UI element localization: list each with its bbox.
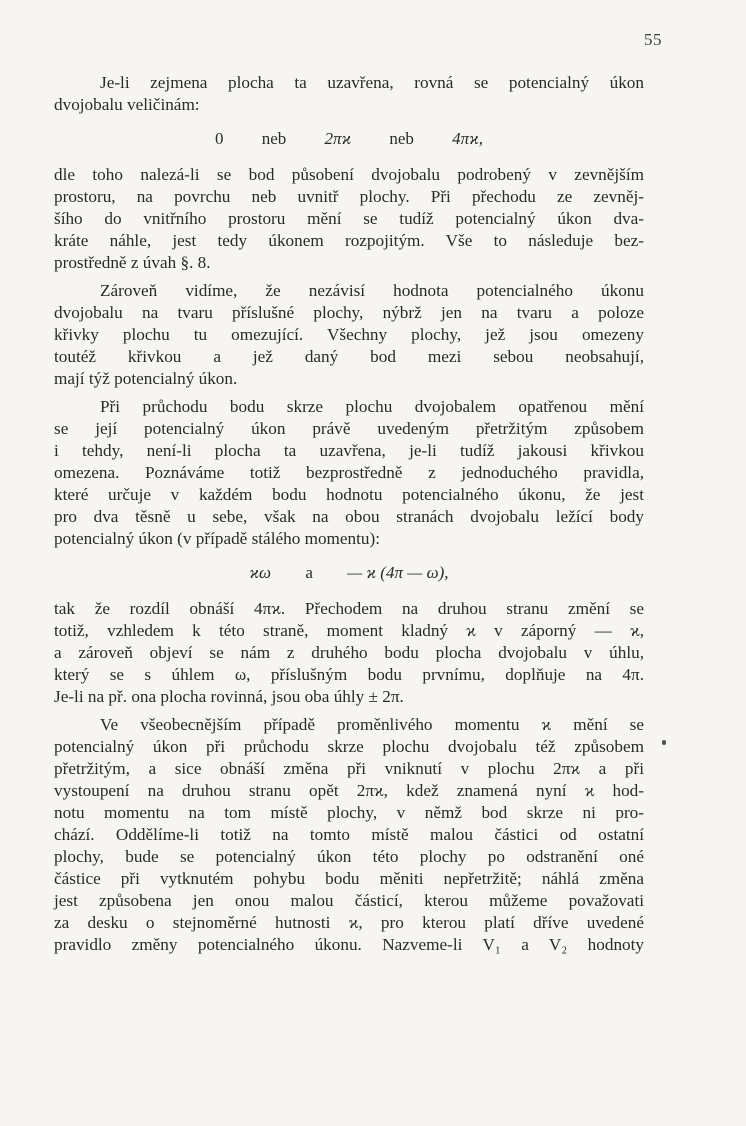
paragraph-2 <box>54 164 644 274</box>
text-line: pro dva těsně u sebe, však na obou stranách dvojobalu ležící body <box>54 507 644 526</box>
text-line: toutéž křivkou a jež daný bod mezi sebou neobsahují, <box>54 347 644 366</box>
text-line: dvojobalu veličinám: <box>54 95 200 114</box>
text-line: jest způsobena jen onou malou částicí, kterou můžeme považovati <box>54 891 644 910</box>
text-line: dle toho nalezá-li se bod působení dvojobalu podrobený v zevnějším <box>54 165 644 184</box>
text-line: totiž, vzhledem k této straně, moment kladný ϰ v záporný — ϰ, <box>54 621 644 640</box>
paragraph-1 <box>54 72 644 116</box>
text-line: potencialný úkon při průchodu skrze plochu dvojobalu též způsobem <box>54 737 644 756</box>
formula-word: neb <box>389 129 414 148</box>
text-line: notu momentu na tom místě plochy, v němž bod skrze ni pro- <box>54 803 644 822</box>
text-line: Ve všeobecnějším případě proměnlivého momentu ϰ mění se <box>100 715 644 734</box>
formula-term: 4πϰ, <box>452 129 483 148</box>
text-line: přetržitým, a sice obnáší změna při vniknutí v plochu 2πϰ a při <box>54 759 644 778</box>
text-line: plochy, bude se potencialný úkon této plochy po odstranění oné <box>54 847 644 866</box>
paragraph-6 <box>54 714 644 956</box>
text-line: tak že rozdíl obnáší 4πϰ. Přechodem na druhou stranu změní se <box>54 599 644 618</box>
formula-word: a <box>305 563 313 582</box>
formula-term: 0 <box>215 129 224 148</box>
text-line: a zároveň objeví se nám z druhého bodu plocha dvojobalu v úhlu, <box>54 643 644 662</box>
formula-word: neb <box>261 129 287 148</box>
text-line: šího do vnitřního prostoru mění se tudíž potencialný úkon dva- <box>54 209 644 228</box>
formula-term: ϰω <box>249 563 272 582</box>
text-line: které určuje v každém bodu hodnotu potencialného úkonu, že jest <box>54 485 644 504</box>
paragraph-5 <box>54 598 644 708</box>
text-line: částice při vytknutém pohybu bodu měniti nepřetržitě; náhlá změna <box>54 869 644 888</box>
text-line: omezena. Poznáváme totiž bezprostředně z jednoduchého pravidla, <box>54 463 644 482</box>
text-line: prostoru, na povrchu neb uvnitř plochy. Při přechodu ze zevněj- <box>54 187 644 206</box>
text-line: se její potencialný úkon právě uvedeným přetržitým způsobem <box>54 419 644 438</box>
page-body <box>54 72 644 956</box>
text-line: který se s úhlem ω, příslušným bodu prvnímu, doplňuje na 4π. <box>54 665 644 684</box>
text-line: i tehdy, není-li plocha ta uzavřena, je-li tudíž jakousi křivkou <box>54 441 644 460</box>
formula-1 <box>54 128 644 150</box>
text-line: chází. Oddělíme-li totiž na tomto místě malou částici od ostatní <box>54 825 644 844</box>
ink-dot <box>662 740 666 745</box>
text-line: potencialný úkon (v případě stálého momentu): <box>54 529 381 548</box>
text-line: za desku o stejnoměrné hutnosti ϰ, pro kterou platí dříve uvedené <box>54 913 644 932</box>
page-number: 55 <box>644 30 662 49</box>
text-line: vystoupení na druhou stranu opět 2πϰ, kdež znamená nyní ϰ hod- <box>54 781 644 800</box>
text-line: Při průchodu bodu skrze plochu dvojobalem opatřenou mění <box>100 397 644 416</box>
text-line: Je-li zejmena plocha ta uzavřena, rovná se potencialný úkon <box>100 73 644 92</box>
paragraph-3 <box>54 280 644 390</box>
text-line: Je-li na př. ona plocha rovinná, jsou oba úhly ± 2π. <box>54 687 404 706</box>
formula-term: 2πϰ <box>324 129 352 148</box>
text-line: křivky plochu tu omezující. Všechny plochy, jež jsou omezeny <box>54 325 644 344</box>
formula-term: — ϰ (4π — ω), <box>347 563 449 582</box>
text-line: prostředně z úvah §. 8. <box>54 253 211 272</box>
formula-2 <box>54 562 644 584</box>
text-line: kráte náhle, jest tedy úkonem rozpojitým. Vše to následuje bez- <box>54 231 644 250</box>
text-line: Zároveň vidíme, že nezávisí hodnota potencialného úkonu <box>100 281 644 300</box>
text-line: mají týž potencialný úkon. <box>54 369 238 388</box>
text-line: dvojobalu na tvaru příslušné plochy, nýbrž jen na tvaru a poloze <box>54 303 644 322</box>
paragraph-4 <box>54 396 644 550</box>
text-line: pravidlo změny potencialného úkonu. Nazveme-li V₁ a V₂ hodnoty <box>54 935 644 954</box>
